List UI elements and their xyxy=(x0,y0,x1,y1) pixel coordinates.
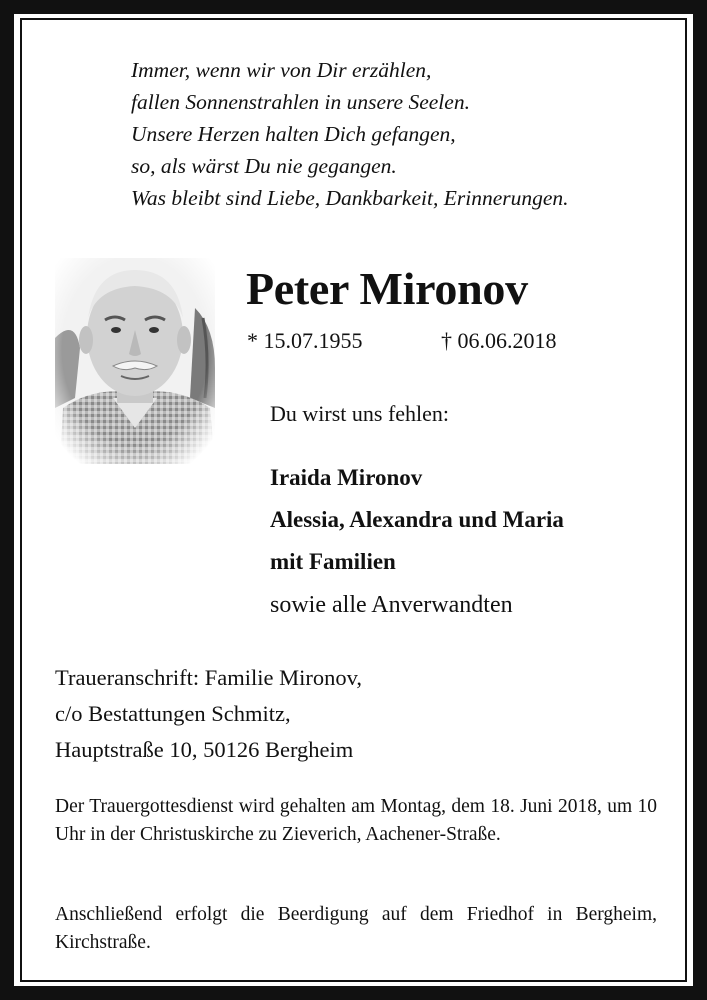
family-member: mit Familien xyxy=(270,549,396,574)
poem-line: Was bleibt sind Liebe, Dankbarkeit, Erinnerungen. xyxy=(131,186,569,210)
birth-date: * 15.07.1955 xyxy=(247,328,363,353)
poem-line: Immer, wenn wir von Dir erzählen, xyxy=(131,58,432,82)
family-member: Iraida Mironov xyxy=(270,465,423,490)
funeral-service-text: Der Trauergottesdienst wird gehalten am Montag, dem 18. Juni 2018, um 10 Uhr in der Christuskirche zu Zieverich, Aachener-Straße. xyxy=(55,796,657,845)
poem-line: so, als wärst Du nie gegangen. xyxy=(131,154,397,178)
burial-text: Anschließend erfolgt die Beerdigung auf dem Friedhof in Bergheim, Kirchstraße. xyxy=(55,904,657,953)
farewell-intro: Du wirst uns fehlen: xyxy=(270,401,450,426)
poem-line: Unsere Herzen halten Dich gefangen, xyxy=(131,122,456,146)
relatives-line: sowie alle Anverwandten xyxy=(270,592,513,618)
memorial-poem xyxy=(131,54,569,214)
address-line: Hauptstraße 10, 50126 Bergheim xyxy=(55,737,354,762)
poem-line: fallen Sonnenstrahlen in unsere Seelen. xyxy=(131,90,470,114)
address-line: Traueranschrift: Familie Mironov, xyxy=(55,665,363,690)
family-list xyxy=(270,457,564,583)
portrait-photo xyxy=(55,258,215,464)
mourning-address xyxy=(55,660,362,768)
death-date: † 06.06.2018 xyxy=(441,328,557,353)
family-member: Alessia, Alexandra und Maria xyxy=(270,507,564,532)
deceased-name: Peter Mironov xyxy=(246,263,528,314)
address-line: c/o Bestattungen Schmitz, xyxy=(55,701,291,726)
